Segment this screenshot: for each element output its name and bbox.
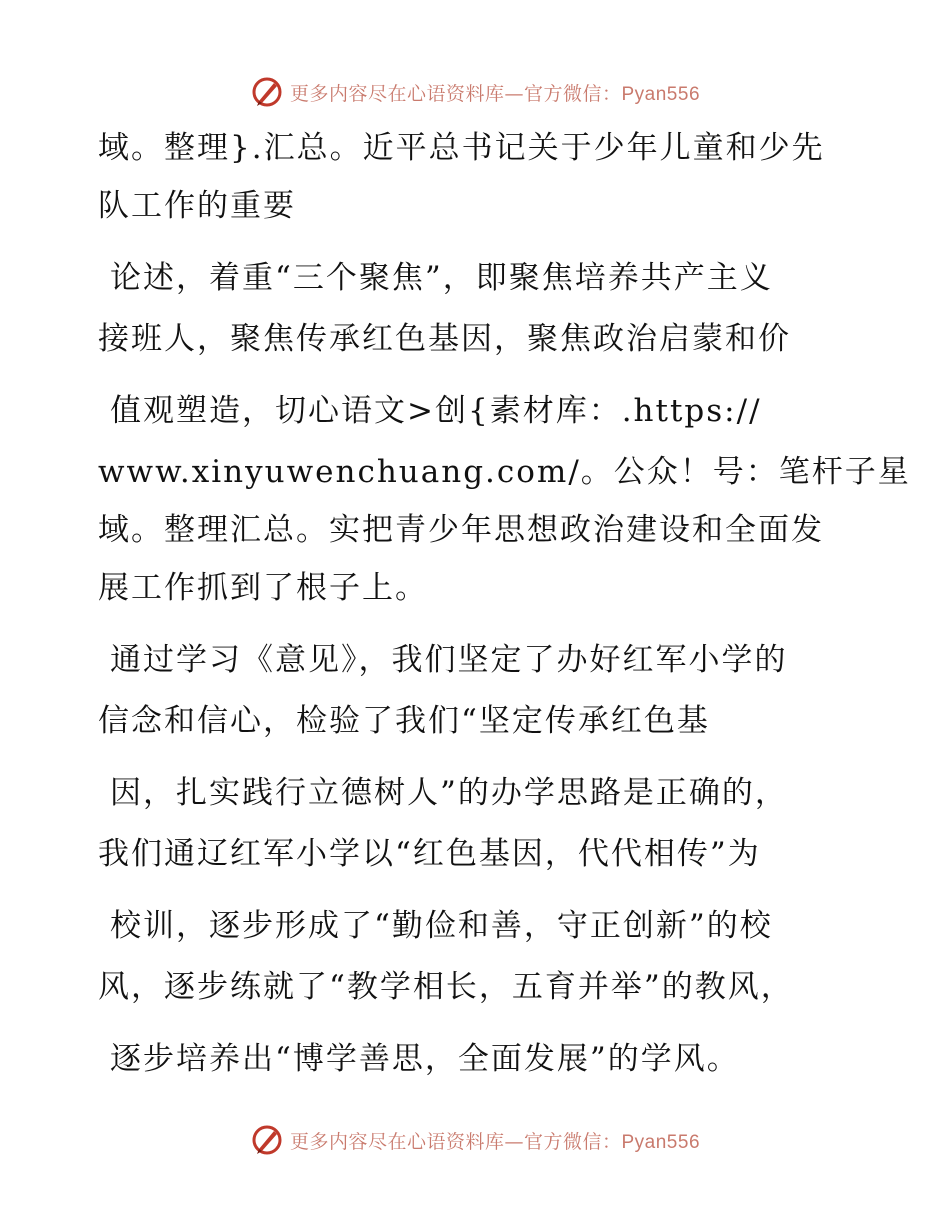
text-line: 队工作的重要 bbox=[98, 188, 296, 224]
watermark-text: 更多内容尽在心语资料库—官方微信：Pyan556 bbox=[289, 1130, 701, 1153]
text-line: 风，逐步练就了“教学相长，五育并举”的教风， bbox=[98, 969, 794, 1005]
text-line: 论述，着重“三个聚焦”，即聚焦培养共产主义 bbox=[110, 260, 773, 296]
text-line: 域。整理汇总。实把青少年思想政治建设和全面发 bbox=[98, 512, 824, 548]
text-line: 逐步培养出“博学善思，全面发展”的学风。 bbox=[110, 1041, 740, 1077]
text-line: 展工作抓到了根子上。 bbox=[98, 570, 428, 606]
watermark-text: 更多内容尽在心语资料库—官方微信：Pyan556 bbox=[289, 82, 701, 105]
footer-watermark bbox=[0, 1120, 950, 1160]
pen-circle-logo-icon bbox=[250, 1123, 284, 1157]
text-line: 因，扎实践行立德树人”的办学思路是正确的， bbox=[110, 775, 788, 811]
text-line: 我们通辽红军小学以“红色基因，代代相传”为 bbox=[98, 836, 761, 872]
text-line: 域。整理}.汇总。近平总书记关于少年儿童和少先 bbox=[98, 130, 825, 166]
text-line: www.xinyuwenchuang.com/。公众！号：笔杆子星 bbox=[98, 454, 911, 490]
text-line: 值观塑造，切心语文>创{素材库：.https:// bbox=[110, 393, 762, 429]
text-line: 通过学习《意见》，我们坚定了办好红军小学的 bbox=[110, 642, 788, 678]
text-line: 信念和信心，检验了我们“坚定传承红色基 bbox=[98, 703, 710, 739]
text-line: 校训，逐步形成了“勤俭和善，守正创新”的校 bbox=[110, 908, 773, 944]
text-line: 接班人，聚焦传承红色基因，聚焦政治启蒙和价 bbox=[98, 321, 791, 357]
